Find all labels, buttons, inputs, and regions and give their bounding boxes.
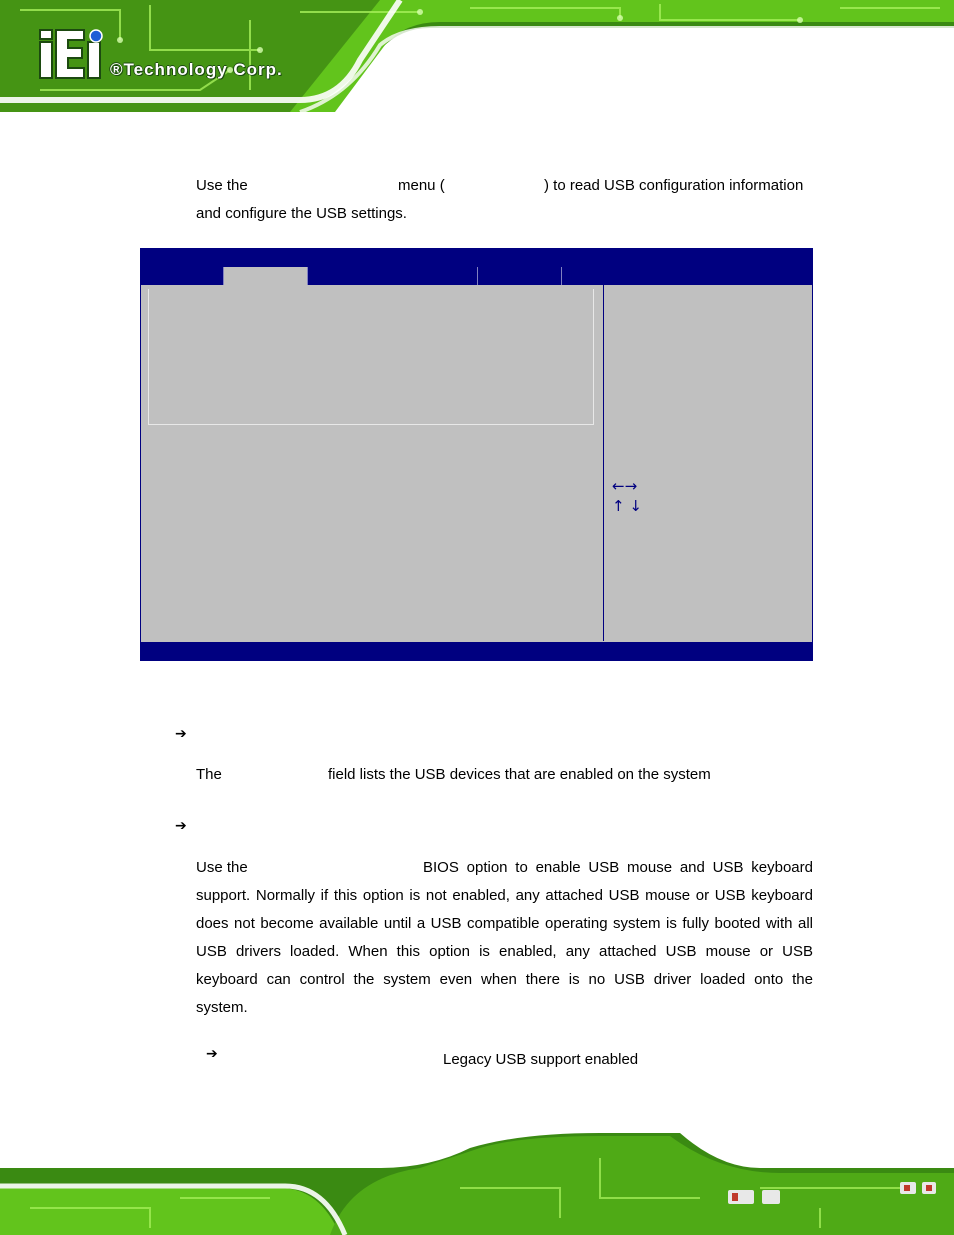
bios-screen (140, 248, 813, 661)
intro-line-1-start: Use the (196, 177, 248, 194)
section-2-line-6: system. (196, 999, 248, 1016)
nav-left-right-icon: ←→ (612, 477, 638, 495)
intro-line-2: and configure the USB settings. (196, 205, 407, 222)
option-arrow-icon: ➔ (206, 1046, 218, 1062)
bios-info-box (148, 289, 594, 425)
bios-title-bar (141, 249, 812, 267)
section-2-line-5: keyboard can control the system even when there is no USB driver loaded onto the (196, 971, 813, 988)
footer-circuit-graphic (0, 1128, 954, 1235)
intro-line-1-end: ) to read USB configuration information (544, 177, 804, 194)
bios-tab-1[interactable] (141, 267, 224, 285)
header-banner (0, 0, 954, 112)
section-2-line-1-end: BIOS option to enable USB mouse and USB keyboard (423, 859, 813, 876)
bios-tab-5[interactable] (562, 267, 812, 285)
section-2-line-2: support. Normally if this option is not enabled, any attached USB mouse or USB keyboard (196, 887, 813, 904)
section-2-line-1-start: Use the (196, 859, 248, 876)
bios-tab-3[interactable] (308, 267, 478, 285)
header-circuit-graphic (0, 0, 954, 112)
section-2-line-3: does not become available until a USB compatible operating system is fully booted with all (196, 915, 813, 932)
option-description: Legacy USB support enabled (443, 1051, 639, 1068)
bios-settings-pane (141, 285, 603, 641)
section-1-arrow-icon: ➔ (175, 726, 187, 742)
bios-tab-bar (141, 267, 812, 285)
bios-help-pane (604, 285, 812, 641)
section-2-arrow-icon: ➔ (175, 818, 187, 834)
section-2-line-4: USB drivers loaded. When this option is enabled, any attached USB mouse or USB (196, 943, 813, 960)
section-1-text-start: The (196, 766, 222, 783)
bios-tab-active[interactable] (224, 267, 308, 285)
nav-up-down-icon: ↑ ↓ (612, 497, 642, 515)
bios-tab-4[interactable] (478, 267, 562, 285)
intro-line-1-mid: menu ( (398, 177, 445, 194)
section-1-text-end: field lists the USB devices that are enabled on the system (328, 766, 711, 783)
company-name: ®Technology Corp. (110, 60, 283, 79)
bios-footer-bar (141, 642, 812, 660)
footer-banner (0, 1128, 954, 1235)
iei-logo-icon (38, 28, 110, 80)
